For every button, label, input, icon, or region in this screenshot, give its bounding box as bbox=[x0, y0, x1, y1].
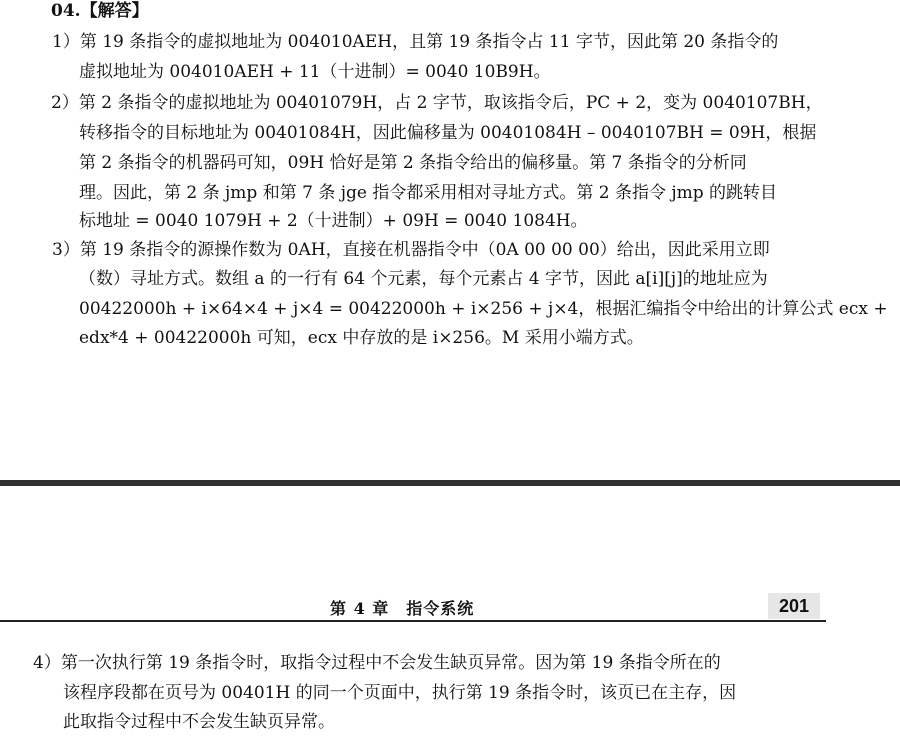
paragraph-line: 理。因此，第 2 条 jmp 和第 7 条 jge 指令都采用相对寻址方式。第 2 条指令 jmp 的跳转目 bbox=[79, 183, 778, 203]
paragraph-line: 1）第 19 条指令的虚拟地址为 004010AEH，且第 19 条指令占 11 字节，因此第 20 条指令的 bbox=[52, 32, 779, 52]
chapter-title: 第 4 章 指令系统 bbox=[330, 599, 475, 618]
page-break-rule bbox=[0, 480, 900, 486]
paragraph-line: 3）第 19 条指令的源操作数为 0AH，直接在机器指令中（0A 00 00 00）给出，因此采用立即 bbox=[52, 240, 770, 260]
paragraph-line: 此取指令过程中不会发生缺页异常。 bbox=[63, 712, 335, 732]
paragraph-line: 4）第一次执行第 19 条指令时，取指令过程中不会发生缺页异常。因为第 19 条指令所在的 bbox=[33, 653, 721, 673]
paragraph-line: 虚拟地址为 004010AEH + 11（十进制）= 0040 10B9H。 bbox=[79, 62, 551, 82]
paragraph-line: 标地址 = 0040 1079H + 2（十进制）+ 09H = 0040 1084H。 bbox=[79, 211, 588, 231]
paragraph-line: 该程序段都在页号为 00401H 的同一个页面中，执行第 19 条指令时，该页已在主存，因 bbox=[63, 683, 737, 703]
header-rule bbox=[0, 620, 826, 622]
paragraph-line: 第 2 条指令的机器码可知，09H 恰好是第 2 条指令给出的偏移量。第 7 条指令的分析同 bbox=[79, 153, 747, 173]
paragraph-line: 2）第 2 条指令的虚拟地址为 00401079H，占 2 字节，取该指令后，PC + 2，变为 0040107BH， bbox=[51, 93, 823, 113]
page-number: 201 bbox=[768, 593, 820, 619]
paragraph-line: 转移指令的目标地址为 00401084H，因此偏移量为 00401084H – 0040107BH = 09H，根据 bbox=[79, 123, 817, 143]
paragraph-line: edx*4 + 00422000h 可知，ecx 中存放的是 i×256。M 采用小端方式。 bbox=[79, 328, 644, 348]
paragraph-line: （数）寻址方式。数组 a 的一行有 64 个元素，每个元素占 4 字节，因此 a[i][j]的地址应为 bbox=[79, 269, 768, 289]
paragraph-line: 00422000h + i×64×4 + j×4 = 00422000h + i×256 + j×4，根据汇编指令中给出的计算公式 ecx + bbox=[79, 299, 888, 319]
answer-heading: 04.【解答】 bbox=[51, 1, 149, 21]
